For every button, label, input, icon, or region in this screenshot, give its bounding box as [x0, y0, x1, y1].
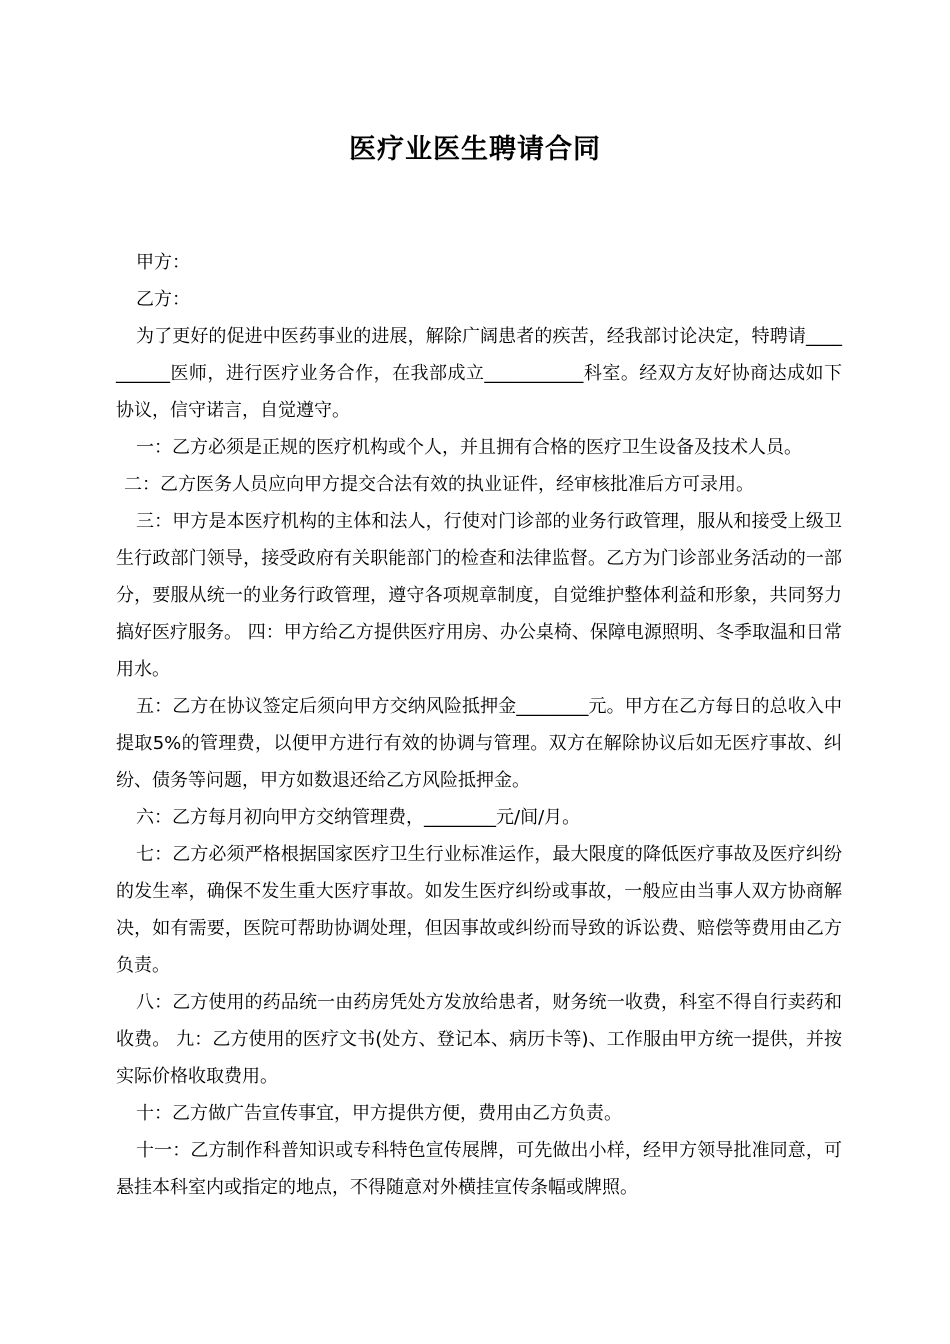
- party-a-line: 甲方：: [136, 252, 190, 273]
- document-body: [116, 244, 842, 1206]
- clause-1: 一：乙方必须是正规的医疗机构或个人，并且拥有合格的医疗卫生设备及技术人员。: [136, 437, 802, 458]
- intro-paragraph: 为了更好的促进中医药事业的进展，解除广阔患者的疾苦，经我部讨论决定，特聘请__________医师，进行医疗业务合作，在我部成立___________科室。经双方友好协商达成如下协议，信守诺言，自觉遵守。: [116, 326, 842, 421]
- clause-5: 五：乙方在协议签定后须向甲方交纳风险抵押金________元。甲方在乙方每日的总收入中提取5%的管理费，以便甲方进行有效的协调与管理。双方在解除协议后如无医疗事故、纠纷、债务等问题，甲方如数退还给乙方风险抵押金。: [116, 696, 842, 791]
- clause-7: 七：乙方必须严格根据国家医疗卫生行业标准运作，最大限度的降低医疗事故及医疗纠纷的发生率，确保不发生重大医疗事故。如发生医疗纠纷或事故，一般应由当事人双方协商解决，如有需要，医院可帮助协调处理，但因事故或纠纷而导致的诉讼费、赔偿等费用由乙方负责。: [116, 844, 842, 976]
- clause-3-4: 三：甲方是本医疗机构的主体和法人，行使对门诊部的业务行政管理，服从和接受上级卫生行政部门领导，接受政府有关职能部门的检查和法律监督。乙方为门诊部业务活动的一部分，要服从统一的业务行政管理，遵守各项规章制度，自觉维护整体利益和形象，共同努力搞好医疗服务。 四：甲方给乙方提供医疗用房、办公桌椅、保障电源照明、冬季取温和日常用水。: [116, 511, 842, 680]
- clause-11: 十一：乙方制作科普知识或专科特色宣传展牌，可先做出小样，经甲方领导批准同意，可悬挂本科室内或指定的地点，不得随意对外横挂宣传条幅或牌照。: [116, 1140, 842, 1198]
- clause-8-9: 八：乙方使用的药品统一由药房凭处方发放给患者，财务统一收费，科室不得自行卖药和收费。 九：乙方使用的医疗文书(处方、登记本、病历卡等)、工作服由甲方统一提供，并按实际价格收取费用。: [116, 992, 842, 1087]
- document-title: 医疗业医生聘请合同: [349, 134, 601, 165]
- clause-2: 二：乙方医务人员应向甲方提交合法有效的执业证件，经审核批准后方可录用。: [124, 474, 754, 495]
- clause-10: 十：乙方做广告宣传事宜，甲方提供方便，费用由乙方负责。: [136, 1103, 622, 1124]
- clause-6: 六：乙方每月初向甲方交纳管理费，________元/间/月。: [136, 807, 581, 828]
- party-b-line: 乙方：: [136, 289, 190, 310]
